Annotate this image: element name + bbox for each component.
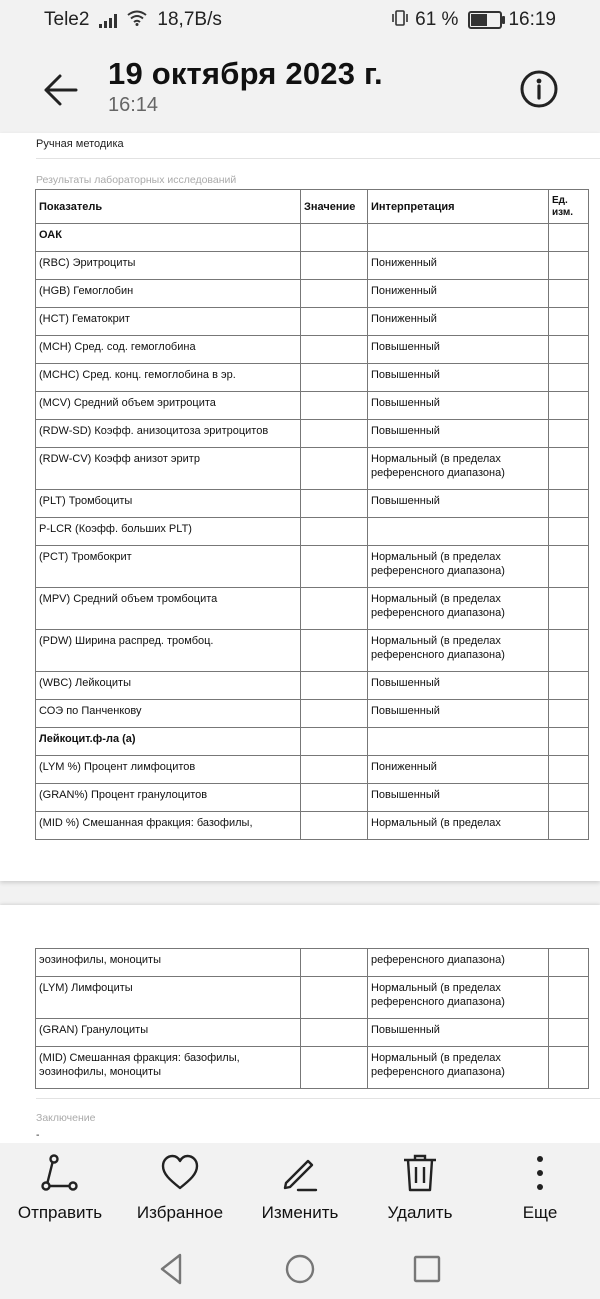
conclusion-caption: Заключение xyxy=(36,1112,96,1124)
cell-value xyxy=(301,308,368,336)
cell-indicator: (RDW-SD) Коэфф. анизоцитоза эритроцитов xyxy=(36,420,301,448)
cell-indicator: (HCT) Гематокрит xyxy=(36,308,301,336)
cell-value xyxy=(301,280,368,308)
cell-unit xyxy=(549,977,589,1019)
cell-interpretation: Повышенный xyxy=(368,784,549,812)
more-vertical-icon xyxy=(520,1153,560,1193)
cell-indicator: (MID %) Смешанная фракция: базофилы, xyxy=(36,812,301,840)
delete-label: Удалить xyxy=(387,1203,453,1222)
favorite-label: Избранное xyxy=(136,1203,224,1222)
cell-interpretation: Повышенный xyxy=(368,392,549,420)
table-row xyxy=(36,728,589,756)
cell-unit xyxy=(549,490,589,518)
cell-indicator: СОЭ по Панченкову xyxy=(36,700,301,728)
status-bar xyxy=(0,0,600,40)
col-header-value: Значение xyxy=(301,190,368,224)
cell-value xyxy=(301,1047,368,1089)
table-row xyxy=(36,336,589,364)
app-header xyxy=(0,40,600,132)
table-row xyxy=(36,252,589,280)
table-row xyxy=(36,420,589,448)
results-table-continued xyxy=(35,948,589,1089)
cell-unit xyxy=(549,448,589,490)
results-table xyxy=(35,189,589,840)
cell-unit xyxy=(549,252,589,280)
cell-interpretation xyxy=(368,518,549,546)
table-row xyxy=(36,364,589,392)
heart-icon xyxy=(160,1153,200,1193)
table-row xyxy=(36,630,589,672)
cell-value xyxy=(301,700,368,728)
document-page-2[interactable] xyxy=(0,905,600,1145)
divider xyxy=(36,1098,600,1099)
table-row xyxy=(36,812,589,840)
cell-interpretation xyxy=(368,728,549,756)
cell-value xyxy=(301,364,368,392)
cell-unit xyxy=(549,630,589,672)
cell-indicator: (MCV) Средний объем эритроцита xyxy=(36,392,301,420)
cell-indicator: (LYM %) Процент лимфоцитов xyxy=(36,756,301,784)
table-row xyxy=(36,700,589,728)
send-button[interactable] xyxy=(0,1153,120,1223)
table-row xyxy=(36,756,589,784)
cell-value xyxy=(301,252,368,280)
share-icon xyxy=(40,1153,80,1193)
table-row xyxy=(36,490,589,518)
table-row xyxy=(36,1019,589,1047)
cell-unit xyxy=(549,280,589,308)
cell-interpretation: Повышенный xyxy=(368,490,549,518)
cell-unit xyxy=(549,364,589,392)
cell-interpretation: Пониженный xyxy=(368,252,549,280)
cell-value xyxy=(301,728,368,756)
results-caption: Результаты лабораторных исследований xyxy=(36,174,237,186)
cell-value xyxy=(301,1019,368,1047)
conclusion-text: - xyxy=(36,1129,40,1141)
document-page-1[interactable] xyxy=(0,133,600,881)
cell-unit xyxy=(549,518,589,546)
cell-value xyxy=(301,784,368,812)
cell-value xyxy=(301,546,368,588)
cell-value xyxy=(301,420,368,448)
cell-interpretation: Пониженный xyxy=(368,308,549,336)
table-row xyxy=(36,546,589,588)
action-bar xyxy=(0,1143,600,1235)
triangle-back-icon xyxy=(152,1249,192,1289)
cell-indicator: (HGB) Гемоглобин xyxy=(36,280,301,308)
divider xyxy=(36,158,600,159)
cell-interpretation: Нормальный (в пределах референсного диапазона) xyxy=(368,977,549,1019)
cell-indicator: (RDW-CV) Коэфф анизот эритр xyxy=(36,448,301,490)
cell-unit xyxy=(549,700,589,728)
clock: 16:19 xyxy=(508,9,556,30)
cell-interpretation: Нормальный (в пределах референсного диапазона) xyxy=(368,630,549,672)
cell-value xyxy=(301,448,368,490)
cell-interpretation: Пониженный xyxy=(368,756,549,784)
net-speed: 18,7B/s xyxy=(157,9,222,30)
cell-value xyxy=(301,490,368,518)
cell-value xyxy=(301,336,368,364)
edit-button[interactable] xyxy=(240,1153,360,1223)
page-subtitle: 16:14 xyxy=(108,94,159,116)
col-header-unit: Ед. изм. xyxy=(549,190,589,224)
col-header-interpretation: Интерпретация xyxy=(368,190,549,224)
cell-indicator: (MID) Смешанная фракция: базофилы, эозинофилы, моноциты xyxy=(36,1047,301,1089)
cell-unit xyxy=(549,672,589,700)
cell-interpretation xyxy=(368,224,549,252)
cell-unit xyxy=(549,812,589,840)
carrier-label: Tele2 xyxy=(44,9,90,30)
table-row xyxy=(36,448,589,490)
square-recents-icon xyxy=(407,1249,447,1289)
table-row xyxy=(36,977,589,1019)
cell-unit xyxy=(549,224,589,252)
cell-indicator: ОАК xyxy=(36,224,301,252)
cell-value xyxy=(301,392,368,420)
cell-indicator: (GRAN) Гранулоциты xyxy=(36,1019,301,1047)
cell-value xyxy=(301,977,368,1019)
table-row xyxy=(36,949,589,977)
cell-unit xyxy=(549,784,589,812)
page-title: 19 октября 2023 г. xyxy=(108,56,383,91)
table-row xyxy=(36,588,589,630)
table-row xyxy=(36,392,589,420)
battery-percent: 61 % xyxy=(415,9,459,30)
circle-home-icon xyxy=(280,1249,320,1289)
favorite-button[interactable] xyxy=(120,1153,240,1223)
system-nav-bar xyxy=(0,1235,600,1299)
cell-indicator: (MPV) Средний объем тромбоцита xyxy=(36,588,301,630)
cell-unit xyxy=(549,728,589,756)
cell-value xyxy=(301,812,368,840)
table-row xyxy=(36,518,589,546)
cell-interpretation: Повышенный xyxy=(368,700,549,728)
vibrate-icon xyxy=(391,10,409,31)
cell-indicator: (PCT) Тромбокрит xyxy=(36,546,301,588)
cell-indicator: (MCHC) Сред. конц. гемоглобина в эр. xyxy=(36,364,301,392)
trash-icon xyxy=(400,1153,440,1193)
edit-label: Изменить xyxy=(261,1203,339,1222)
cell-value xyxy=(301,588,368,630)
cell-interpretation: Нормальный (в пределах референсного диапазона) xyxy=(368,546,549,588)
cell-indicator: (RBC) Эритроциты xyxy=(36,252,301,280)
cell-indicator: (PLT) Тромбоциты xyxy=(36,490,301,518)
cell-indicator: Лейкоцит.ф-ла (а) xyxy=(36,728,301,756)
table-row xyxy=(36,308,589,336)
col-header-indicator: Показатель xyxy=(36,190,301,224)
cell-unit xyxy=(549,336,589,364)
table-row xyxy=(36,224,589,252)
cell-indicator: (LYM) Лимфоциты xyxy=(36,977,301,1019)
cell-value xyxy=(301,949,368,977)
info-icon xyxy=(518,68,560,110)
cell-interpretation: Нормальный (в пределах референсного диапазона) xyxy=(368,1047,549,1089)
cell-unit xyxy=(549,1047,589,1089)
more-button[interactable] xyxy=(480,1153,600,1223)
send-label: Отправить xyxy=(17,1203,103,1222)
cell-indicator: (GRAN%) Процент гранулоцитов xyxy=(36,784,301,812)
cell-interpretation: Нормальный (в пределах xyxy=(368,812,549,840)
cell-indicator: P-LCR (Коэфф. больших PLT) xyxy=(36,518,301,546)
delete-button[interactable] xyxy=(360,1153,480,1223)
battery-icon xyxy=(468,11,502,29)
cell-interpretation: Повышенный xyxy=(368,364,549,392)
table-row xyxy=(36,280,589,308)
cell-interpretation: Повышенный xyxy=(368,1019,549,1047)
cell-unit xyxy=(549,949,589,977)
cell-unit xyxy=(549,308,589,336)
cell-interpretation: референсного диапазона) xyxy=(368,949,549,977)
method-label: Ручная методика xyxy=(36,138,124,150)
back-button[interactable] xyxy=(38,68,82,112)
cell-unit xyxy=(549,546,589,588)
table-row xyxy=(36,1047,589,1089)
table-row xyxy=(36,672,589,700)
nav-back-button[interactable] xyxy=(152,1249,192,1289)
cell-interpretation: Нормальный (в пределах референсного диапазона) xyxy=(368,448,549,490)
table-row xyxy=(36,784,589,812)
wifi-icon xyxy=(127,10,147,31)
nav-home-button[interactable] xyxy=(280,1249,320,1289)
cell-interpretation: Повышенный xyxy=(368,336,549,364)
cell-unit xyxy=(549,756,589,784)
cell-unit xyxy=(549,420,589,448)
info-button[interactable] xyxy=(518,68,560,110)
more-label: Еще xyxy=(522,1203,558,1222)
cell-indicator: (PDW) Ширина распред. тромбоц. xyxy=(36,630,301,672)
cell-interpretation: Нормальный (в пределах референсного диапазона) xyxy=(368,588,549,630)
cell-indicator: эозинофилы, моноциты xyxy=(36,949,301,977)
cell-indicator: (MCH) Сред. сод. гемоглобина xyxy=(36,336,301,364)
cell-interpretation: Пониженный xyxy=(368,280,549,308)
cell-unit xyxy=(549,392,589,420)
cell-value xyxy=(301,630,368,672)
cell-value xyxy=(301,756,368,784)
cell-unit xyxy=(549,588,589,630)
signal-icon xyxy=(99,12,117,28)
cell-interpretation: Повышенный xyxy=(368,420,549,448)
cell-indicator: (WBC) Лейкоциты xyxy=(36,672,301,700)
pencil-icon xyxy=(280,1153,320,1193)
cell-value xyxy=(301,672,368,700)
arrow-left-icon xyxy=(38,68,82,112)
nav-recents-button[interactable] xyxy=(407,1249,447,1289)
cell-unit xyxy=(549,1019,589,1047)
cell-value xyxy=(301,518,368,546)
cell-interpretation: Повышенный xyxy=(368,672,549,700)
cell-value xyxy=(301,224,368,252)
